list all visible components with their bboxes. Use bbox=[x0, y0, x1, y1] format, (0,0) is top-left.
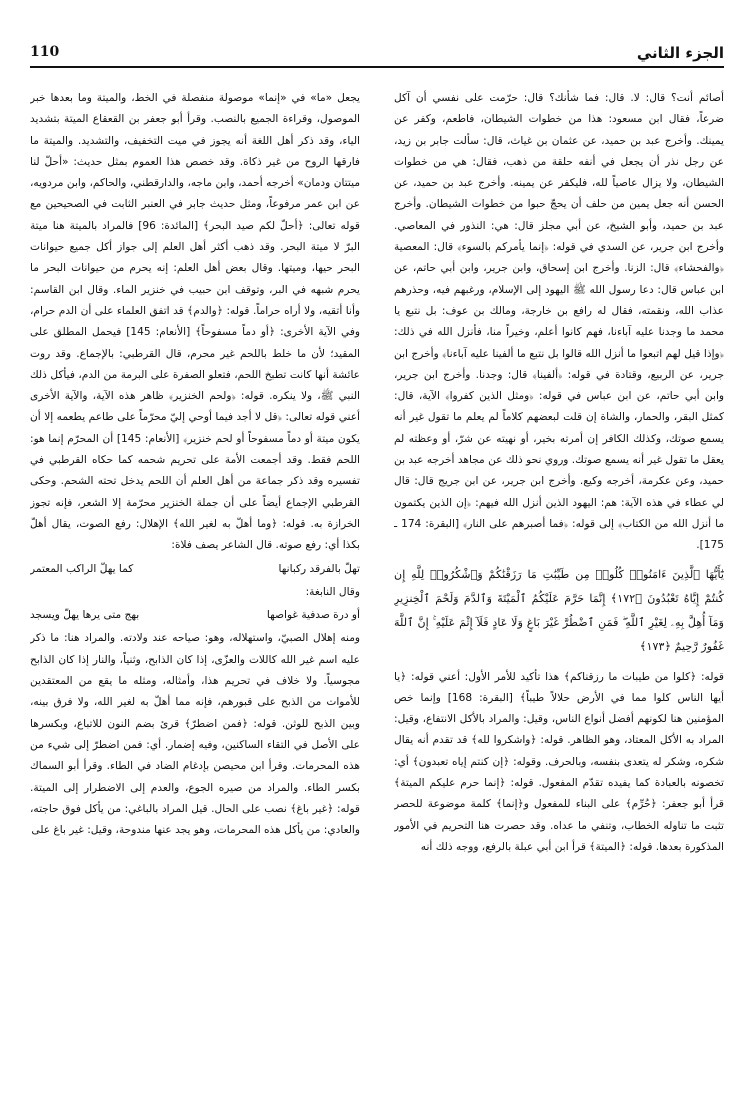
running-head: الجزء الثاني bbox=[636, 44, 724, 62]
page-number: 110 bbox=[30, 44, 60, 60]
poem-verse-1 bbox=[30, 559, 360, 580]
page-header bbox=[30, 44, 724, 68]
right-paragraph-2: قوله: ﴿كلوا من طيبات ما رزقناكم﴾ هذا تأكيد للأمر الأول: أعني قوله: ﴿يا أيها الناس كلوا مما في الأرض حلالاً طيباً﴾ [البقرة: 168] وإنما خص المؤمنين هنا لكونهم أفضل أنواع الناس، وقيل: والمراد بالأكل الانتفاع، وقيل: المراد به الأكل المعتاد، وهو الظاهر. قوله: ﴿واشكروا لله﴾ قد تقدم أنه يقال شكره، وشكر له يتعدى بنفسه، وبالحرف. وقوله: ﴿إن كنتم إياه تعبدون﴾ أي: تخصونه بالعبادة كما يفيده تقدّم المفعول. قوله: ﴿إنما حرم عليكم الميتة﴾ قرأ أبو جعفر: ﴿حُرِّم﴾ على البناء للمفعول و﴿إنما﴾ كلمة موضوعة للحصر تثبت ما تناوله الخطاب، وتنفي ما عداه. وقد حصرت هنا التحريم في الأمور المذكورة بعدها. قوله: ﴿الميتة﴾ قرأ ابن أبي عبلة بالرفع، ووجه ذلك أنه bbox=[394, 670, 724, 853]
left-column bbox=[30, 88, 360, 1086]
poem-verse-2-first-hemistich: أو درة صدفية غواصها bbox=[266, 609, 360, 622]
poem-verse-1-first-hemistich: تهلّ بالفرقد ركبانها bbox=[278, 562, 360, 575]
poem-verse-2-second-hemistich: بهج متى يرها يهلّ ويسجد bbox=[30, 609, 140, 622]
left-paragraph-2: ومنه إهلال الصبيّ، واستهلاله، وهو: صياحه عند ولادته. والمراد هنا: ما ذكر عليه اسم غير الله كاللات والعزّى، إذا كان الذابح، وثنياً، والنار إذا كان الذابح مجوسياً. ولا خلاف في تحريم هذا، وأمثاله، ومثله ما يقع من المعتقدين للأموات من الذبح على قبورهم، فإنه مما أهلّ به لغير الله، ولا فرق بينه، وبين الذبح للوثن. قوله: ﴿فمن اضطرّ﴾ قرئ بضم النون للاتباع، وبكسرها على الأصل في التقاء الساكنين، وفيه إضمار. أي: فمن اضطرّ إلى شيء من هذه المحرمات. وقرأ ابن محيصن بإدغام الضاد في الطاء. وقرأ أبو السماك بكسر الطاء. والمراد من صيره الجوع، والعدم إلى الاضطرار إلى الميتة. قوله: ﴿غير باغ﴾ نصب على الحال. قيل المراد بالباغي: من يأكل فوق حاجته، والعادي: من يأكل هذه المحرمات، وهو يجد عنها مندوحة، وقيل: غير باغ على bbox=[30, 632, 360, 837]
poem-verse-1-second-hemistich: كما يهلّ الراكب المعتمر bbox=[30, 562, 134, 575]
poem-verse-2 bbox=[30, 605, 360, 626]
left-paragraph-1: يجعل «ما» في «إنما» موصولة منفصلة في الخط، والميتة وما بعدها خبر الموصول، وقراءة الجميع بالنصب. وقرأ أبو جعفر بن القعقاع الميتة بتشديد الياء، وقد ذكر أهل اللغة أنه يجوز في ميت التخفيف، والتشديد. والميتة ما فارقها الروح من غير ذكاة. وقد خصص هذا العموم بمثل حديث: «أحلّ لنا ميتتان ودمان» أخرجه أحمد، وابن ماجه، والدارقطني، والحاكم، وابن مردويه، عن ابن عمر مرفوعاً، ومثل حديث جابر في العنبر الثابت في الصحيحين مع قوله تعالى: ﴿أحلّ لكم صيد البحر﴾ [المائدة: 96] فالمراد بالميتة هنا ميتة البرّ لا ميتة البحر. وقد ذهب أكثر أهل العلم إلى جواز أكل جميع حيوانات البحر حيها، وميتها. وقال بعض أهل العلم: إنه يحرم من حيوانات البحر ما يحرم شبهه في البر، وتوقف ابن حبيب في خنزير الماء. وقال ابن القاسم: وأنا أتقيه، ولا أراه حراماً. قوله: ﴿والدم﴾ قد اتفق العلماء على أن الدم حرام، وفي الآية الأخرى: ﴿أو دماً مسفوحاً﴾ [الأنعام: 145] فيحمل المطلق على المقيد؛ لأن ما خلط باللحم غير محرم، قال القرطبي: بالإجماع. وقد روت عائشة أنها كانت تطبخ اللحم، فتعلو الصفرة على البرمة من الدم، فيأكل ذلك النبي ﷺ، ولا ينكره. قوله: ﴿ولحم الخنزير﴾ ظاهر هذه الآية، والآية الأخرى أعني قوله تعالى: ﴿قل لا أجد فيما أوحي إليّ محرّماً على طاعم يطعمه إلا أن يكون ميتة أو دماً مسفوحاً أو لحم خنزير﴾ [الأنعام: 145] أن المحرّم إنما هو: اللحم فقط. وقد أجمعت الأمة على تحريم شحمه كما حكاه القرطبي في تفسيره وقد ذكر جماعة من أهل العلم أن اللحم يدخل تحته الشحم. وحكى القرطبي الإجماع أيضاً على أن جملة الخنزير محرّمة إلا الشعر، فإنه تجوز الخرازة به. قوله: ﴿وما أهلّ به لغير الله﴾ الإهلال: رفع الصوت، يقال أهلّ بكذا أي: رفع صوته. قال الشاعر يصف فلاة: bbox=[30, 92, 360, 552]
right-column bbox=[394, 88, 724, 1086]
quran-verse-block: يَٰٓأَيُّهَا ٱلَّذِينَ ءَامَنُوا۟ كُلُوا۟ مِن طَيِّبَٰتِ مَا رَزَقْنَٰكُمْ وَٱشْكُرُوا۟ لِلَّهِ إِن كُنتُمْ إِيَّاهُ تَعْبُدُونَ ﴿١٧٢﴾ إِنَّمَا حَرَّمَ عَلَيْكُمُ ٱلْمَيْتَةَ وَٱلدَّمَ وَلَحْمَ ٱلْخِنزِيرِ وَمَآ أُهِلَّ بِهِۦ لِغَيْرِ ٱللَّهِ ۖ فَمَنِ ٱضْطُرَّ غَيْرَ بَاغٍ وَلَا عَادٍ فَلَآ إِثْمَ عَلَيْهِ ۚ إِنَّ ٱللَّهَ غَفُورٌ رَّحِيمٌ ﴿١٧٣﴾ bbox=[394, 567, 724, 653]
right-paragraph-1: أصائم أنت؟ قال: لا. قال: فما شأنك؟ قال: حرّمت على نفسي أن آكل ضرعاً، فقال ابن مسعود: هذا من خطوات الشيطان، فاطعم، وكفر عن يمينك. وأخرج عبد بن حميد، عن عثمان بن غياث، قال: سألت جابر بن زيد، عن رجل نذر أن يجعل في أنفه حلقة من ذهب، فقال: هي من خطوات الشيطان، ولا يزال عاصياً لله، فليكفر عن يمينه. وأخرج عبد بن حميد، عن الحسن أنه جعل يمين من حلف أن يحجّ حبوا من خطوات الشيطان. وأخرج عبد بن حميد، وأبو الشيخ، عن أبي مجلز قال: هي: النذور في المعاصي. وأخرج ابن جرير، عن السدي في قوله: ﴿إنما يأمركم بالسوء﴾ قال: المعصية ﴿والفحشاء﴾ قال: الزنا. وأخرج ابن إسحاق، وابن جرير، وابن أبي حاتم، عن ابن عباس قال: دعا رسول الله ﷺ اليهود إلى الإسلام، ورغبهم فيه، وحذرهم عذاب الله، ونقمته، فقال له رافع بن خارجة، ومالك بن عوف: بل نتبع يا محمد ما وجدنا عليه آباءنا، فهم كانوا أعلم، وخيراً منا، فأنزل الله في ذلك: ﴿وإذا قيل لهم اتبعوا ما أنزل الله قالوا بل نتبع ما ألفينا عليه آباءنا﴾ وأخرج ابن جرير، عن الربيع، وقتادة في قوله: ﴿ألفينا﴾ قال: وجدنا. وأخرج ابن جرير، وابن أبي حاتم، عن ابن عباس في قوله: ﴿ومثل الذين كفروا﴾ الآية، قال: كمثل البقر، والحمار، والشاة إن قلت لبعضهم كلاماً لم يعلم ما تقول غير أنه يسمع صوتك، وكذلك الكافر إن أمرته بخير، أو نهيته عن شرّ، أو وعظته لم يعقل ما تقول غير أنه يسمع صوتك. وروي نحو ذلك عن مجاهد أخرجه عبد بن حميد، وعن عكرمة، أخرجه وكيع. وأخرج ابن جرير، عن ابن جريج قال: قال لي عطاء في هذه الآية: هم: اليهود الذين أنزل الله فيهم: ﴿إن الذين يكتمون ما أنزل الله من الكتاب﴾ إلى قوله: ﴿فما أصبرهم على النار﴾ [البقرة: 174 ـ 175]. bbox=[394, 92, 724, 552]
poem-intro: وقال النابغة: bbox=[305, 585, 360, 598]
